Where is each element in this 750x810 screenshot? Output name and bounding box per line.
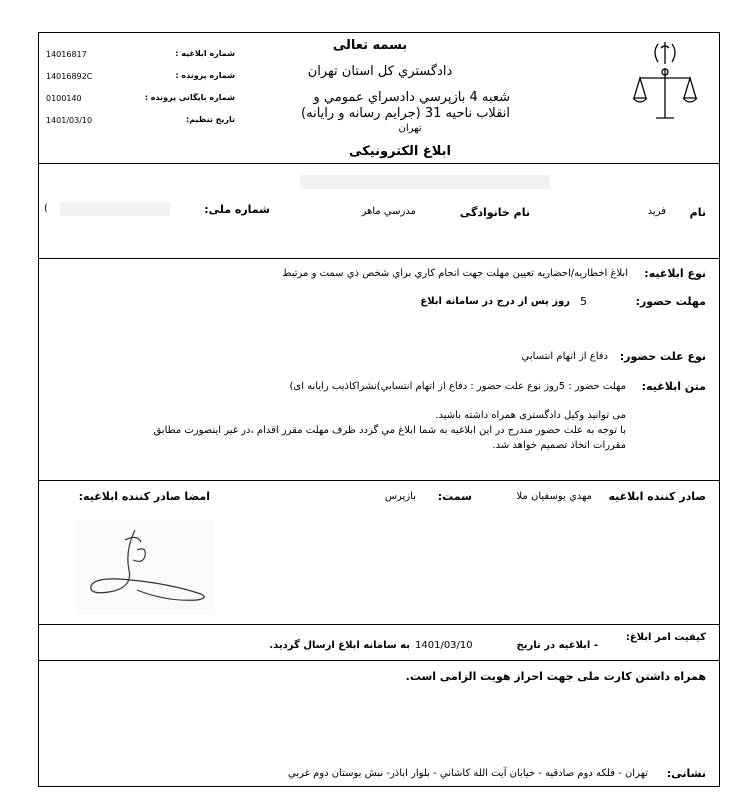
branch-line-2: انقلاب ناحيه 31 (جرایم رسانه و رایانه) [301,106,510,121]
issue-date-label: تاریخ تنظیم: [186,115,235,124]
iran-emblem-justice-scale-icon [632,38,698,124]
deadline-value: 5 [580,295,587,308]
issuer-value: مهدي يوسفيان ملا [516,491,592,502]
court-name: دادگستري کل استان تهران [307,64,453,79]
quality-label: کیفیت امر ابلاغ: [625,632,706,643]
divider [38,480,720,481]
notice-text-label: متن ابلاغیه: [641,380,706,393]
case-number-value: 14016892C [46,72,93,81]
divider [38,660,720,661]
issuer-label: صادر کننده ابلاغیه [608,490,706,503]
handwritten-signature-icon [75,520,215,615]
name-label: نام [689,206,706,219]
national-id-label: شماره ملی: [204,203,270,216]
notice-number-label: شماره ابلاغیه : [175,49,235,58]
divider [38,624,720,625]
redacted-area [60,202,170,216]
signature-label: امضا صادر کننده ابلاغیه: [78,490,210,503]
role-value: بازپرس [384,491,416,502]
reason-value: دفاع از اتهام انتسابي [521,351,608,362]
redacted-area [300,175,550,189]
notice-text-line-4: مقررات اتخاذ تصميم خواهد شد. [492,440,626,451]
quality-suffix: به سامانه ابلاغ ارسال گردید. [269,640,410,651]
branch-line-1: شعبه 4 بازپرسي دادسراي عمومي و [313,90,510,105]
notice-number-value: 14016817 [46,50,87,59]
name-value: فريد [647,206,666,217]
deadline-suffix: روز پس از درج در سامانه ابلاغ [420,296,570,307]
notice-text-line-1: مهلت حضور : 5روز نوع علت حضور : دفاع از اتهام انتسابي)نشراکاذیب رایانه ای) [289,381,626,392]
issue-date-value: 1401/03/10 [46,116,93,125]
city: تهران [398,123,422,134]
address-value: تهران - فلکه دوم صادقيه - خيابان آيت الله کاشاني - بلوار اباذر- نبش بوستان دوم غربي [288,768,648,779]
notice-text-line-3: با توجه به علت حضور مندرج در اين ابلاغيه به شما ابلاغ مي گردد ظرف مهلت مقرر اقدام ،در غير اينصورت مطابق [153,425,626,436]
notice-type-value: ابلاغ اخطاريه/احضاريه تعيين مهلت جهت انجام كاري براي شخص ذي سمت و مرتبط [282,268,628,279]
archive-number-value: 0100140 [46,94,82,103]
header-title: بسمه تعالی [332,38,408,53]
id-card-notice: همراه داشتن کارت ملی جهت احراز هویت الزامی است. [405,670,706,683]
divider [38,258,720,259]
deadline-label: مهلت حضور: [635,295,706,308]
notice-title: ابلاغ الکترونیکی [349,144,451,159]
role-label: سمت: [437,490,472,503]
family-value: مدرسي ماهر [361,206,416,217]
archive-number-label: شماره بایگانی پرونده : [144,93,235,102]
address-label: نشانی: [666,767,706,780]
national-id-value: ( [44,203,48,214]
quality-prefix: - ابلاغیه در تاریخ [516,640,598,651]
divider [38,163,720,164]
case-number-label: شماره پرونده : [175,71,235,80]
quality-date: 1401/03/10 [415,640,473,651]
notice-type-label: نوع ابلاغیه: [644,267,706,280]
family-label: نام خانوادگی [459,206,530,219]
reason-label: نوع علت حضور: [619,350,706,363]
notice-text-line-2: می توانید وکیل دادگستری همراه داشته باشید. [435,410,626,421]
